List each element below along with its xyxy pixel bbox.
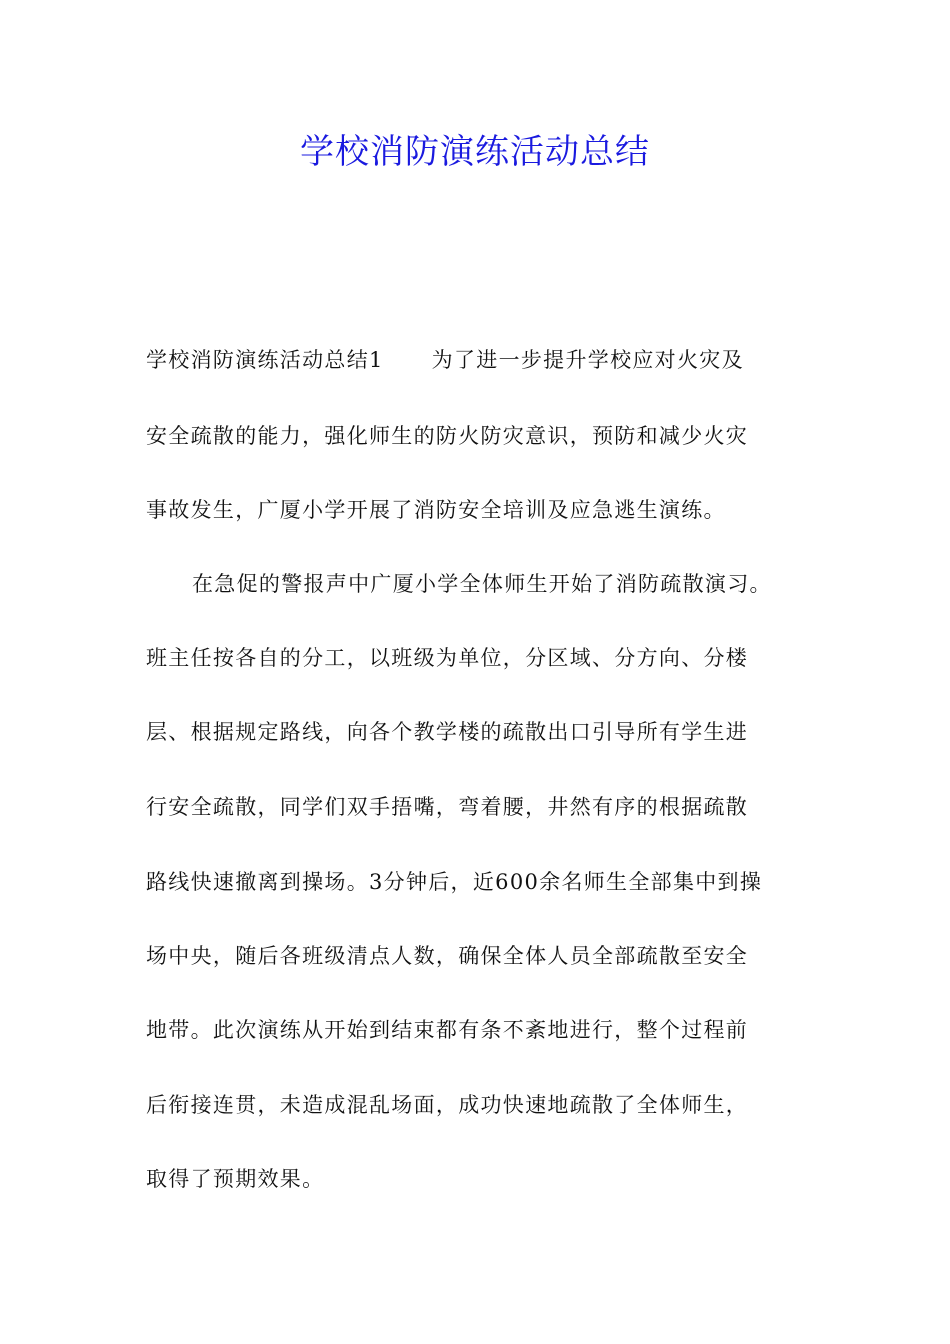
paragraph-2-line-5: 路线快速撤离到操场。3分钟后，近600余名师生全部集中到操 bbox=[146, 870, 763, 894]
paragraph-1-line-2: 安全疏散的能力，强化师生的防火防灾意识，预防和减少火灾 bbox=[146, 424, 749, 448]
paragraph-2-line-2: 班主任按各自的分工，以班级为单位，分区域、分方向、分楼 bbox=[146, 646, 749, 670]
paragraph-1-line-3: 事故发生，广厦小学开展了消防安全培训及应急逃生演练。 bbox=[146, 498, 726, 522]
paragraph-2-line-7: 地带。此次演练从开始到结束都有条不紊地进行，整个过程前 bbox=[146, 1018, 749, 1042]
document-title: 学校消防演练活动总结 bbox=[300, 132, 650, 172]
paragraph-2-line-1: 在急促的警报声中广厦小学全体师生开始了消防疏散演习。 bbox=[192, 572, 772, 596]
paragraph-1-line-1 bbox=[146, 345, 744, 375]
paragraph-2-line-8: 后衔接连贯，未造成混乱场面，成功快速地疏散了全体师生， bbox=[146, 1093, 749, 1117]
paragraph-2-line-3: 层、根据规定路线，向各个教学楼的疏散出口引导所有学生进 bbox=[146, 720, 749, 744]
paragraph-2-line-9: 取得了预期效果。 bbox=[146, 1167, 325, 1191]
paragraph-2-line-4: 行安全疏散，同学们双手捂嘴，弯着腰，井然有序的根据疏散 bbox=[146, 795, 749, 819]
paragraph-1-line-1-text: 为了进一步提升学校应对火灾及 bbox=[431, 348, 744, 372]
paragraph-2-line-6: 场中央，随后各班级清点人数，确保全体人员全部疏散至安全 bbox=[146, 944, 749, 968]
subtitle-inline: 学校消防演练活动总结1 bbox=[146, 348, 384, 372]
